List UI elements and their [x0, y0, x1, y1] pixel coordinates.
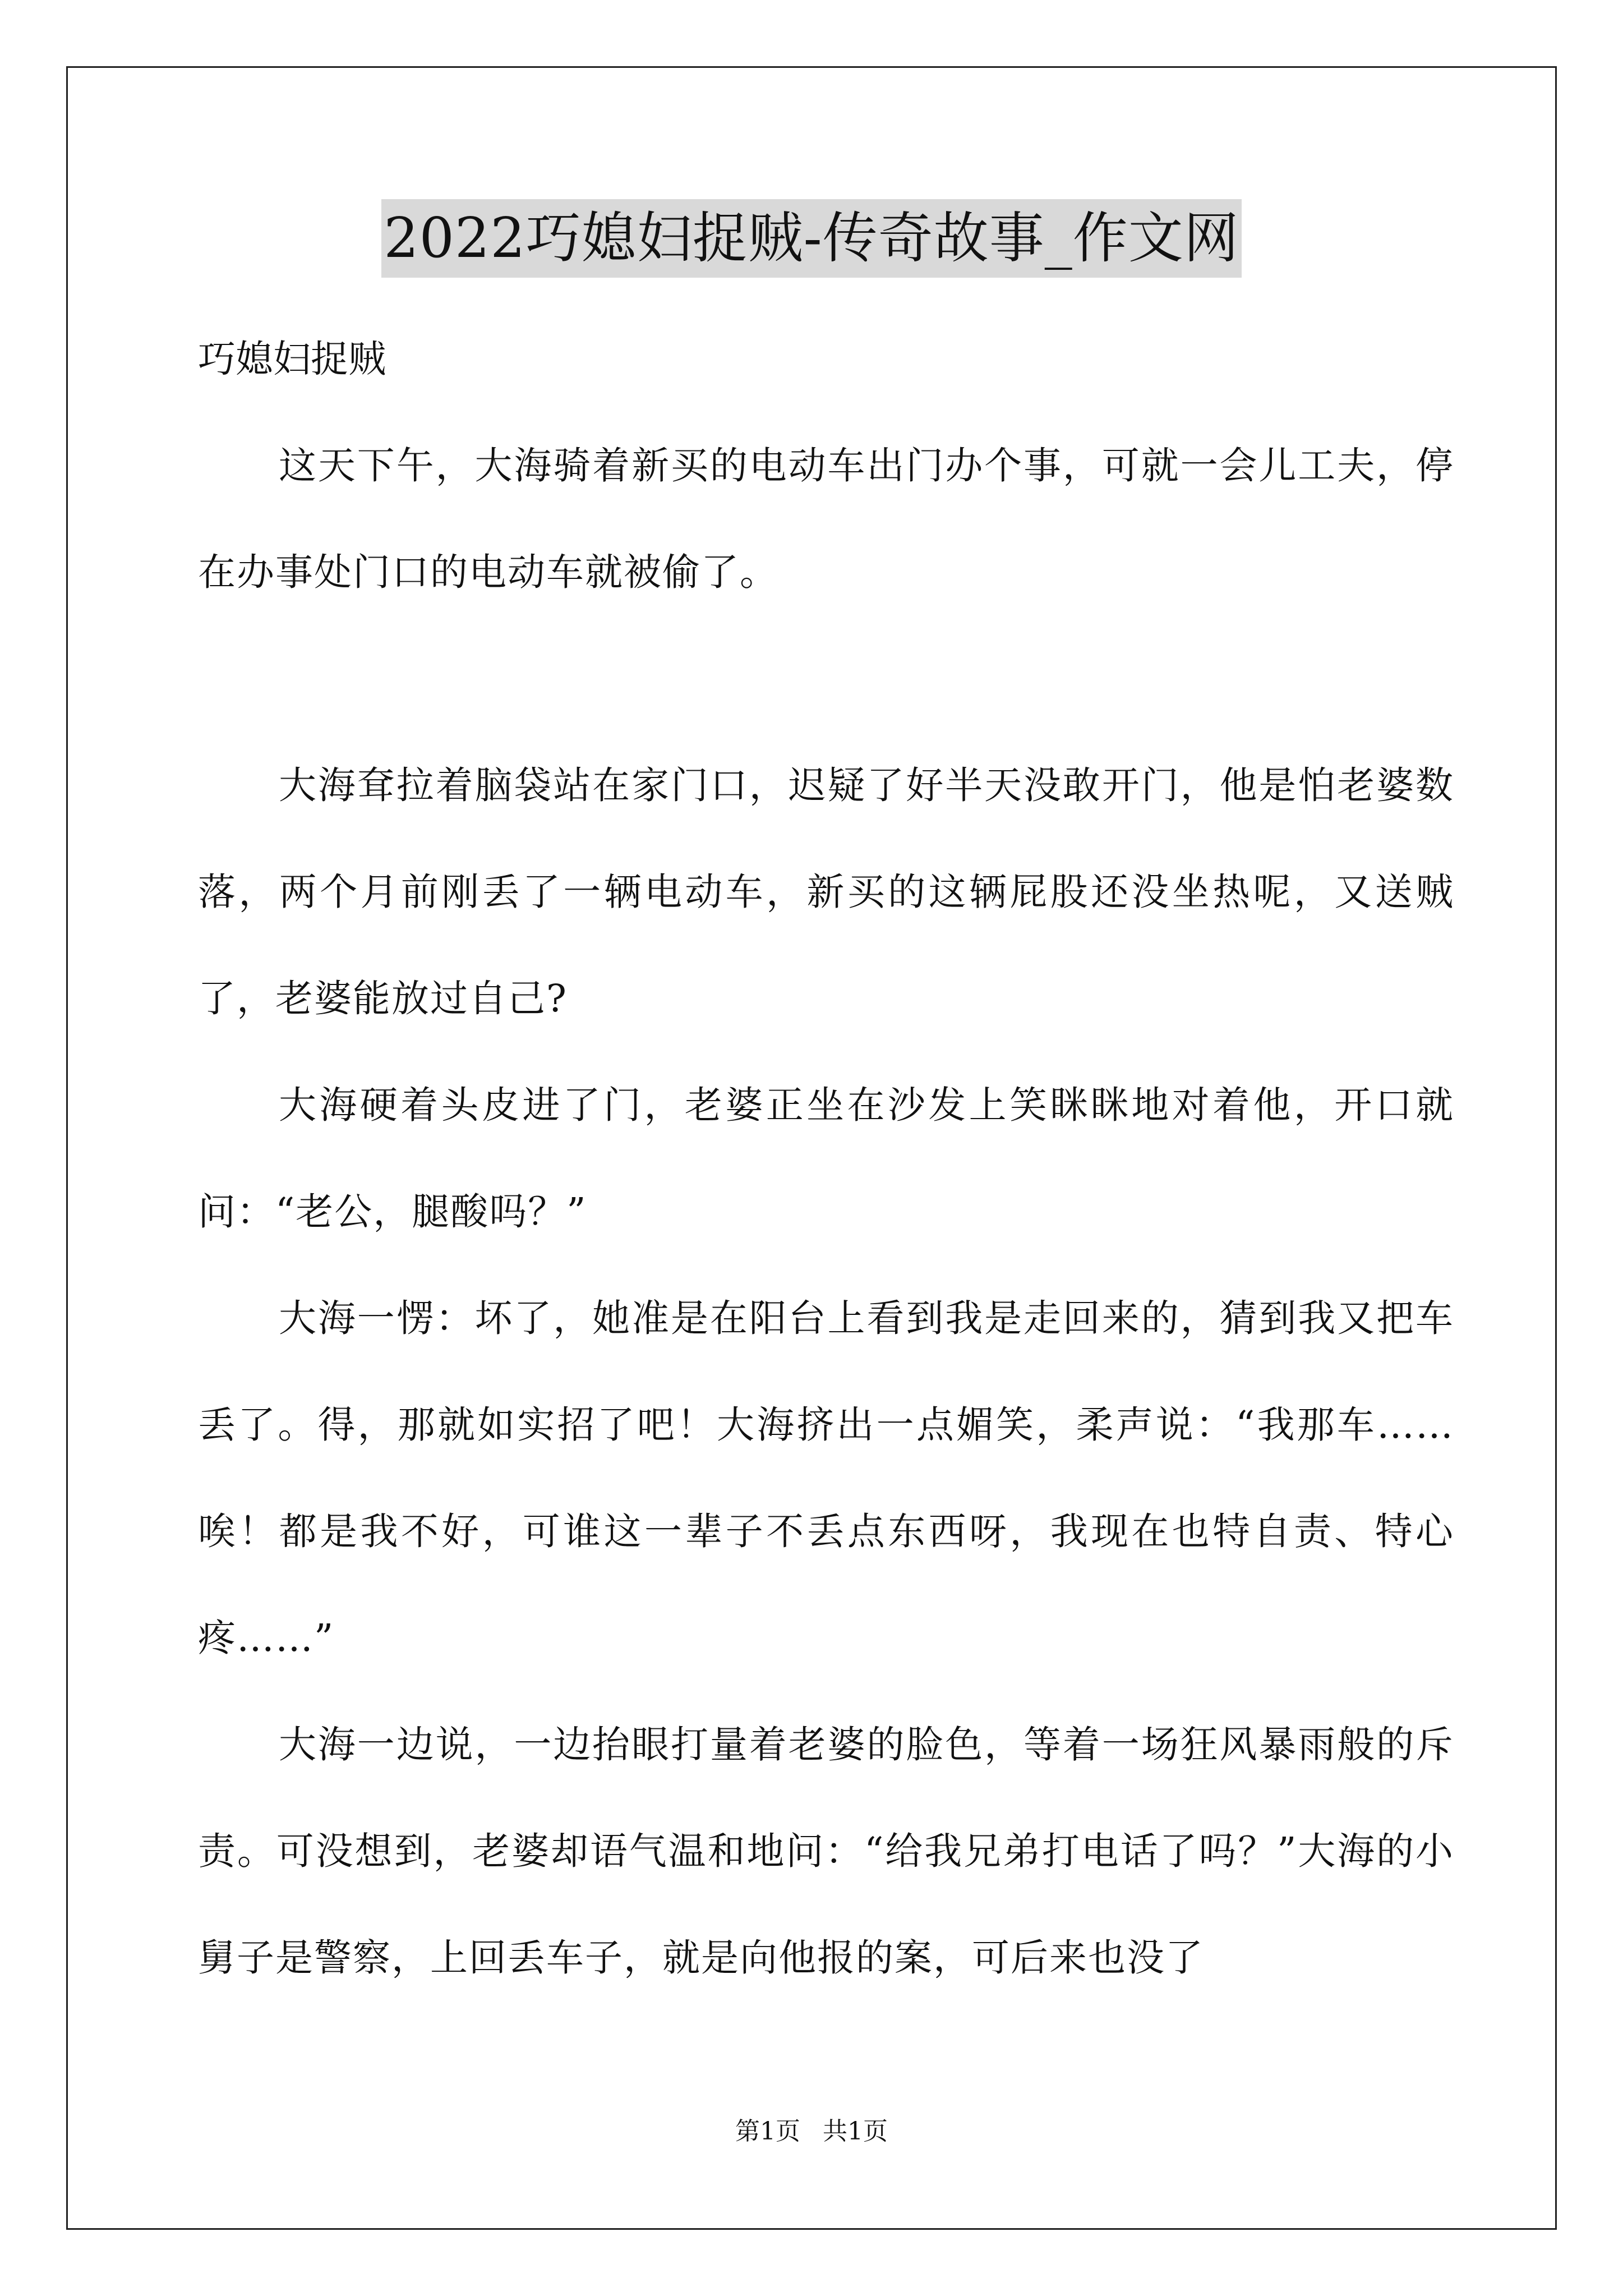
paragraph-1: 这天下午，大海骑着新买的电动车出门办个事，可就一会儿工夫，停在办事处门口的电动车就被偷了。: [198, 444, 1454, 594]
paragraph-spacer: [198, 625, 1454, 732]
paragraph-5: 大海一边说，一边抬眼打量着老婆的脸色，等着一场狂风暴雨般的斥责。可没想到，老婆却语气温和地问：“给我兄弟打电话了吗？”大海的小舅子是警察，上回丢车子，就是向他报的案，可后来也没了: [198, 1723, 1454, 1980]
page-footer: [0, 2115, 1623, 2148]
paragraph-4: 大海一愣：坏了，她准是在阳台上看到我是走回来的，猜到我又把车丢了。得，那就如实招了吧！大海挤出一点媚笑，柔声说：“我那车……唉！都是我不好，可谁这一辈子不丢点东西呀，我现在也特自责、特心疼……”: [198, 1296, 1454, 1660]
paragraph-3: 大海硬着头皮进了门，老婆正坐在沙发上笑眯眯地对着他，开口就问：“老公，腿酸吗？”: [198, 1083, 1454, 1234]
page-title: 2022巧媳妇捉贼-传奇故事_作文网: [381, 199, 1242, 278]
paragraph-2: 大海耷拉着脑袋站在家门口，迟疑了好半天没敢开门，他是怕老婆数落，两个月前刚丢了一辆电动车，新买的这辆屁股还没坐热呢，又送贼了，老婆能放过自己?: [198, 763, 1454, 1020]
page-number-current: 第1页: [735, 2117, 800, 2146]
page-number-total: 共1页: [823, 2117, 888, 2146]
title-container: [0, 199, 1623, 278]
document-body: [198, 306, 1454, 2011]
article-subtitle: 巧媳妇捉贼: [198, 337, 386, 381]
